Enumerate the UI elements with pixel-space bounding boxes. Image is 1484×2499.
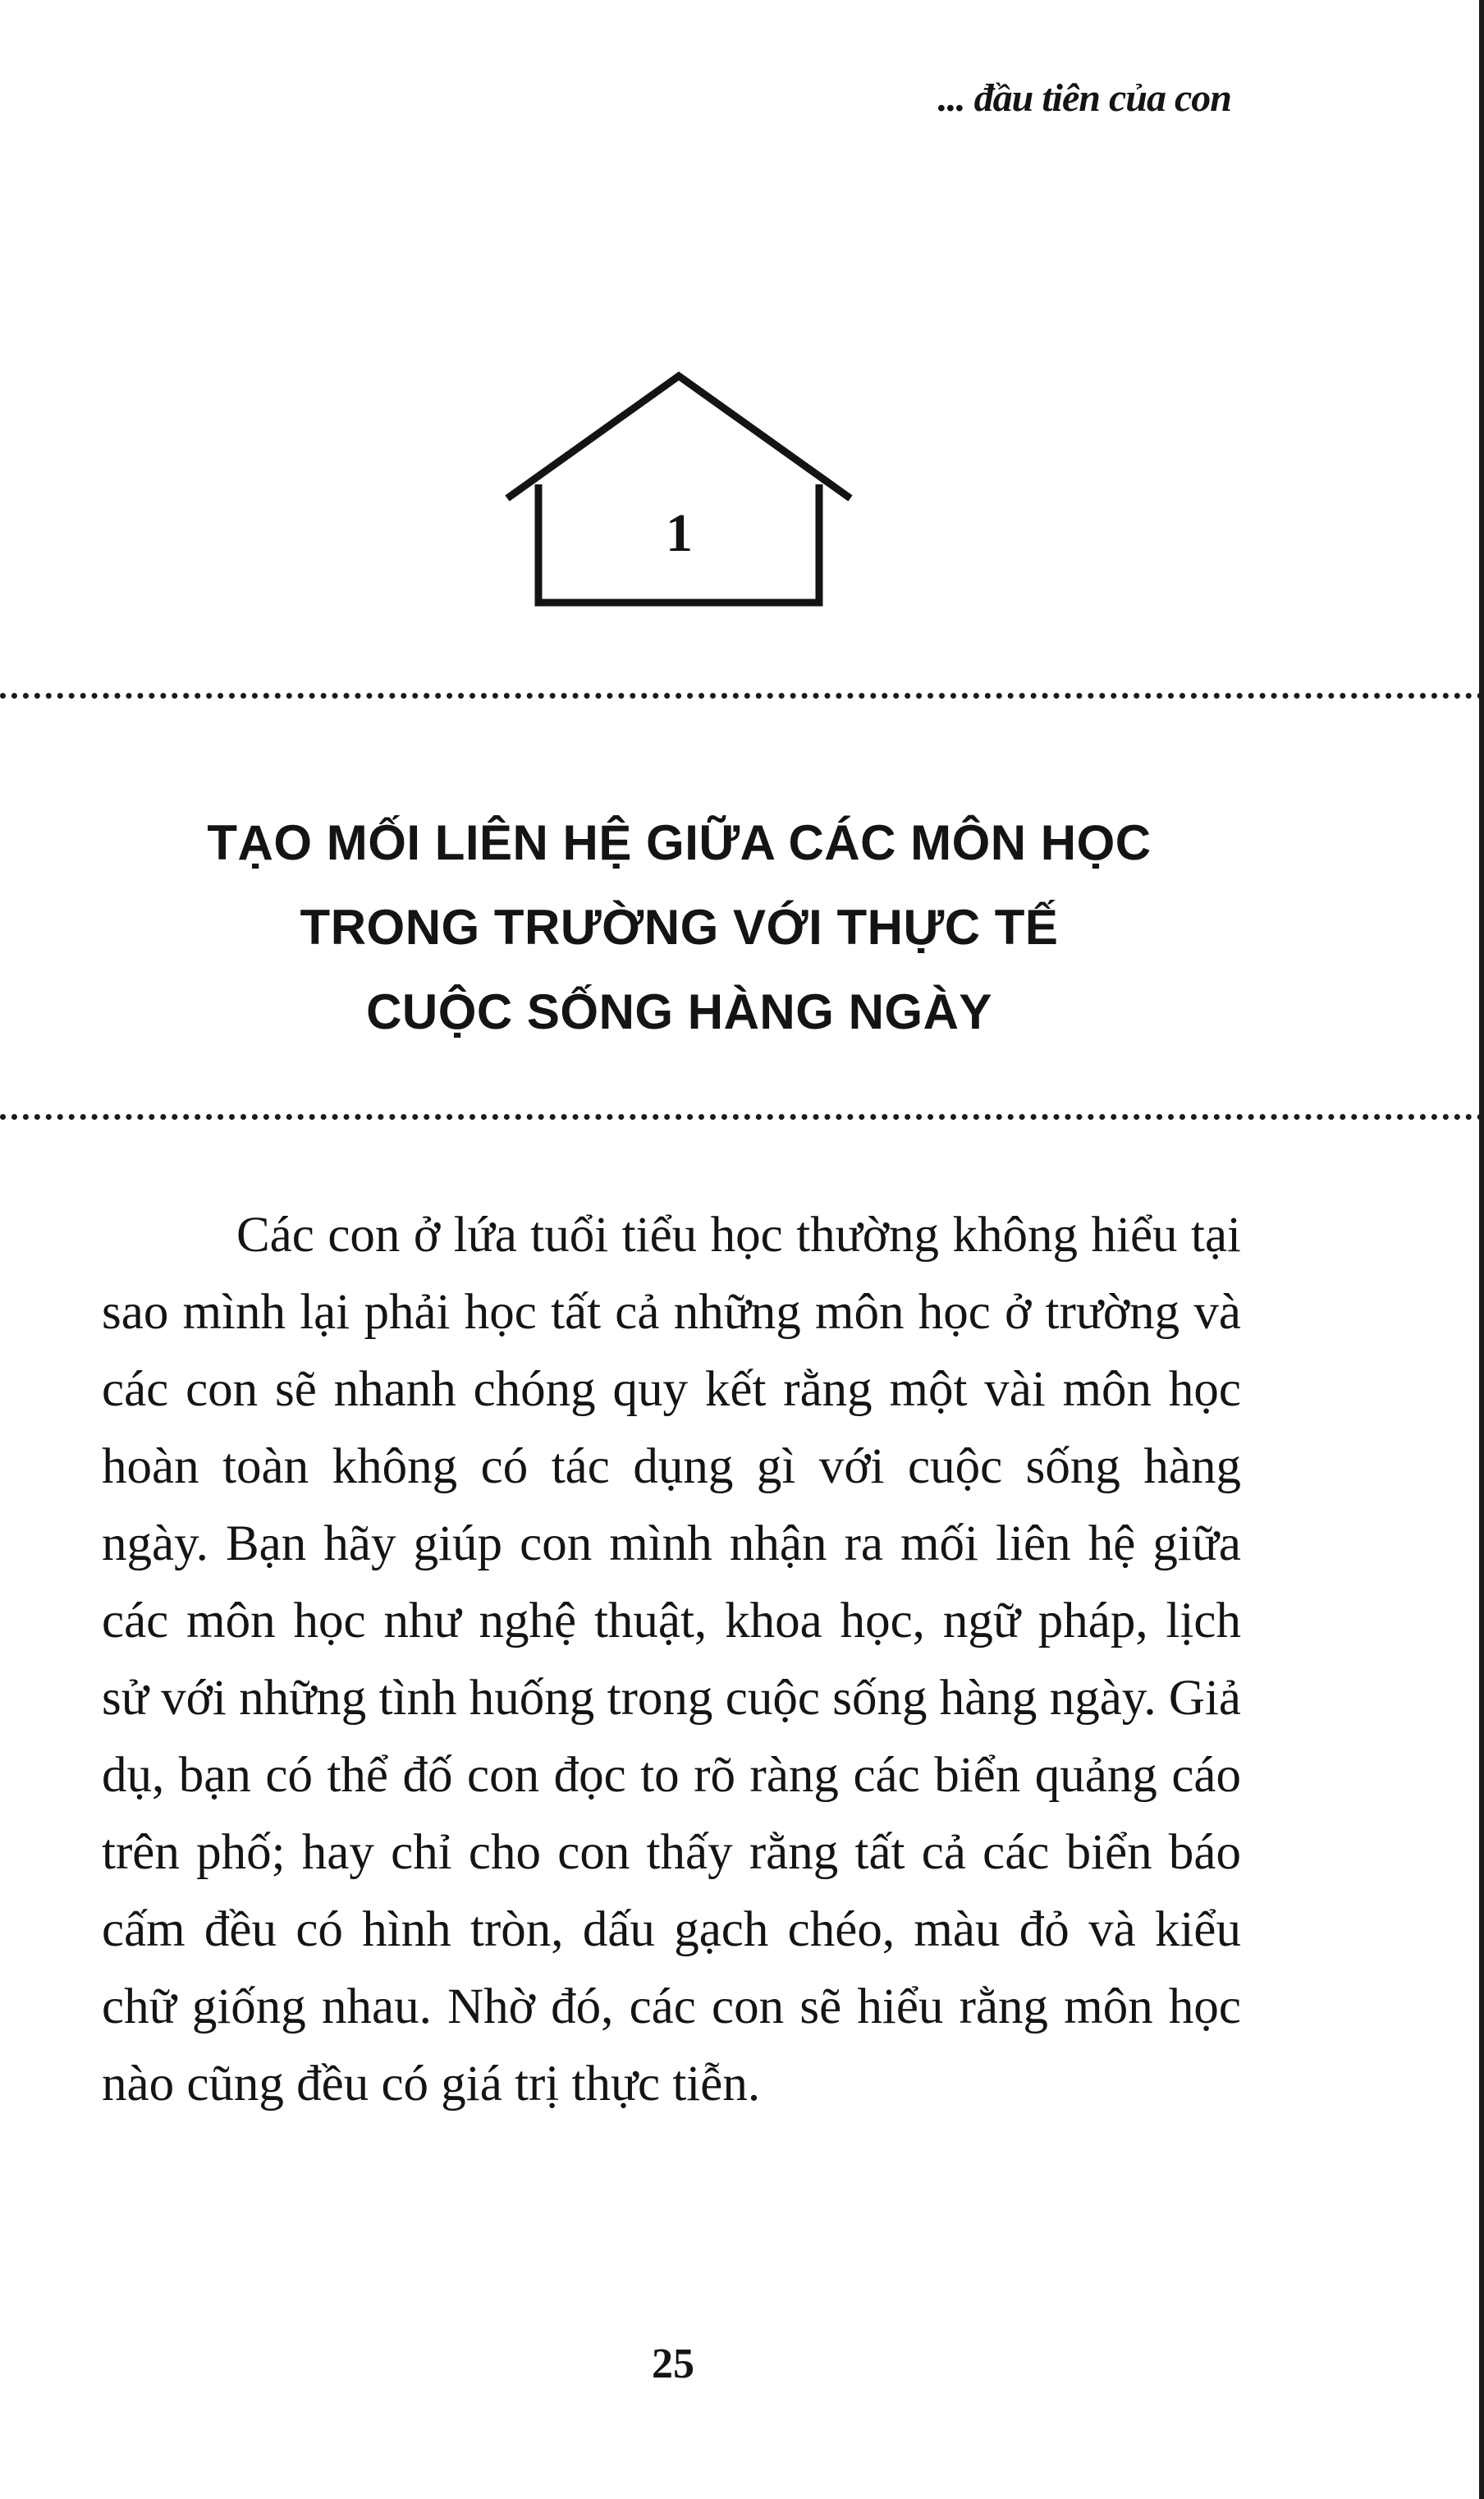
divider-top: [0, 693, 1484, 699]
chapter-number: 1: [666, 503, 693, 563]
chapter-title-line: TẠO MỐI LIÊN HỆ GIỮA CÁC MÔN HỌC: [207, 815, 1152, 870]
body-paragraph: Các con ở lứa tuổi tiểu học thường không hiểu tại sao mình lại phải học tất cả những môn học ở trường và các con sẽ nhanh chóng quy kết rằng một vài môn học hoàn toàn không có tác dụng gì với cuộc sống hàng ngày. Bạn hãy giúp con mình nhận ra mối liên hệ giữa các môn học như nghệ thuật, khoa học, ngữ pháp, lịch sử với những tình huống trong cuộc sống hàng ngày. Giả dụ, bạn có thể đố con đọc to rõ ràng các biển quảng cáo trên phố; hay chỉ cho con thấy rằng tất cả các biển báo cấm đều có hình tròn, dấu gạch chéo, màu đỏ và kiểu chữ giống nhau. Nhờ đó, các con sẽ hiểu rằng môn học nào cũng đều có giá trị thực tiễn.: [102, 1208, 1241, 2112]
running-header: ... đầu tiên của con: [937, 76, 1231, 120]
divider-bottom: [0, 1114, 1484, 1120]
chapter-title-line: CUỘC SỐNG HÀNG NGÀY: [366, 984, 992, 1039]
house-icon: [502, 371, 855, 617]
chapter-title-line: TRONG TRƯỜNG VỚI THỰC TẾ: [300, 900, 1059, 955]
page-number: 25: [652, 2341, 694, 2387]
chapter-title: [82, 800, 1276, 1054]
page-edge-shadow: [1479, 0, 1484, 2499]
